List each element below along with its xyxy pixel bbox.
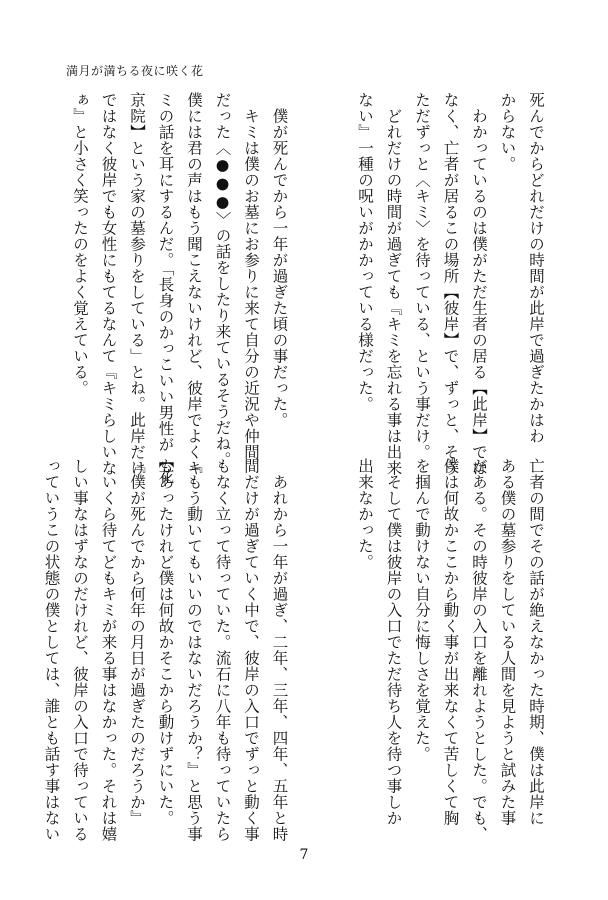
text-line: なく、亡者が居るこの場所【彼岸】で、ずっと、そう [441, 92, 460, 476]
text-line: 『僕が死んでから何年の月日が過ぎたのだろうか』 [128, 458, 146, 826]
text-line: ぁ』と小さく笑ったのをよく覚えている。 [71, 92, 89, 396]
text-line: ではなく彼岸でも女性にもてるなんて『キミらしいな [99, 92, 118, 476]
text-line: ミの話を耳にするんだ。「長身のかっこいい男性が【花 [156, 92, 175, 485]
page-number: 7 [299, 847, 309, 863]
text-line: ただずっと〈キミ〉を待っている、という事だけ。 [413, 92, 431, 460]
text-line: どれだけの時間が過ぎても『キミを忘れる事は出来 [384, 92, 403, 476]
text-line: 出来なかった。 [356, 458, 374, 570]
text-line: もなく立って待っていた。流石に八年も待っていたら [213, 458, 232, 842]
text-line: いくら待てどもキミが来る事はなかった。それは嬉 [99, 458, 118, 842]
text-line: しい事なはずなのだけれど、彼岸の入口で待っている [71, 458, 89, 842]
text-line [322, 458, 351, 788]
text-line: ある僕の墓参りをしている人間を見ようと試みた事 [498, 458, 517, 826]
text-line [294, 458, 323, 788]
text-line: ない』一種の呪いがかかっている様だった。 [356, 92, 374, 412]
text-line: っていうこの状態の僕としては、誰とも話す事はない [42, 458, 61, 842]
text-line: 京院】という家の墓参りをしている」とね。此岸だけ [128, 92, 146, 476]
text-line: もあったけれど僕は何故かそこから動けずにいた。 [156, 458, 175, 826]
running-head: 満月が満ちる夜に咲く花 [66, 64, 204, 78]
text-line: 亡者の間でその話が絶えなかった時期、僕は此岸に [527, 458, 545, 826]
text-line: だった〈●●●〉の話をしたり来ているそうだね。 [213, 92, 232, 468]
text-line [294, 92, 323, 422]
text-line: 『もう動いてもいいのではないだろうか？』と思う事 [185, 458, 203, 842]
text-line: 僕には君の声はもう聞こえないけれど、彼岸でよくキ [185, 92, 203, 476]
text-line: を掴んで動けない自分に悔しさを覚えた。 [413, 458, 431, 762]
text-line: 間だけが過ぎていく中で、彼岸の入口でずっと動く事 [242, 458, 260, 842]
text-line [322, 92, 351, 422]
text-block-top [66, 92, 551, 485]
text-line: 僕は何故かここから動く事が出来なくて苦しくて胸 [441, 458, 460, 826]
text-line: がある。その時彼岸の入口を離れようとした。でも、 [470, 458, 488, 842]
text-line: あれから一年が過ぎ、二年、三年、四年、五年と時 [270, 458, 289, 842]
text-block-bottom [37, 458, 550, 842]
text-line: キミは僕のお墓にお参りに来て自分の近況や仲間 [242, 92, 260, 460]
text-line: そして僕は彼岸の入口でただ待ち人を待つ事しか [384, 458, 403, 826]
text-line: わかっているのは僕がただ生者の居る【此岸】では [470, 92, 488, 476]
text-line: 僕が死んでから一年が過ぎた頃の事だった。 [270, 92, 289, 428]
text-line: からない。 [498, 92, 517, 172]
text-line: 死んでからどれだけの時間が此岸で過ぎたかはわ [527, 92, 545, 444]
